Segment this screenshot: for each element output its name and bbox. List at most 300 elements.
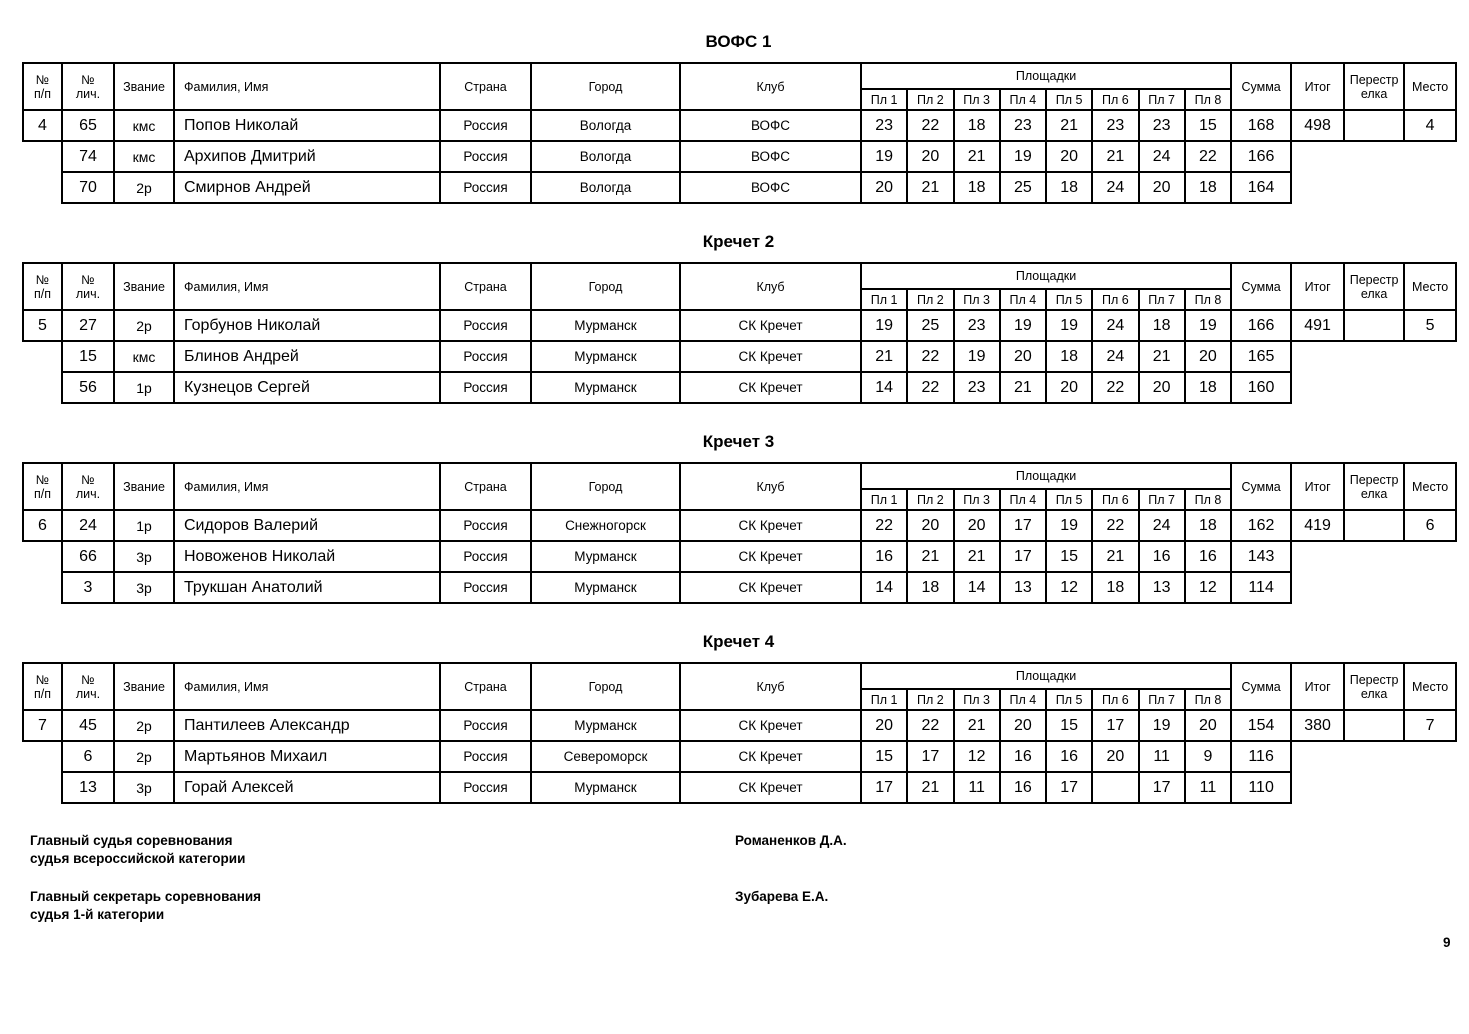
cell-score-5: 15	[1046, 541, 1092, 572]
cell-sum: 143	[1231, 541, 1291, 572]
cell-score-6: 22	[1092, 510, 1138, 541]
cell-score-6: 20	[1092, 741, 1138, 772]
col-header-personal-number: № лич.	[62, 263, 114, 310]
col-header-npp: № п/п	[23, 263, 62, 310]
cell-club: СК Кречет	[680, 541, 861, 572]
cell-total-empty	[1291, 741, 1344, 772]
chief-secretary-role-line1: Главный секретарь соревнования	[30, 889, 262, 904]
col-header-shootout: Перестр елка	[1344, 263, 1404, 310]
cell-rank: кмс	[114, 110, 174, 141]
cell-country: Россия	[440, 310, 531, 341]
cell-score-1: 20	[861, 710, 907, 741]
col-header-name: Фамилия, Имя	[174, 663, 440, 710]
cell-score-4: 23	[1000, 110, 1046, 141]
athlete-row	[23, 772, 1456, 803]
col-header-ground-6: Пл 6	[1092, 689, 1138, 710]
cell-city: Вологда	[531, 172, 680, 203]
cell-rank: 1р	[114, 372, 174, 403]
cell-score-3: 11	[954, 772, 1000, 803]
athlete-row	[23, 141, 1456, 172]
col-header-city: Город	[531, 463, 680, 510]
chief-secretary-roles	[30, 888, 735, 924]
cell-name: Попов Николай	[174, 110, 440, 141]
cell-shootout-empty	[1344, 172, 1404, 203]
cell-score-2: 21	[907, 172, 953, 203]
cell-total-empty	[1291, 541, 1344, 572]
col-header-city: Город	[531, 263, 680, 310]
cell-score-5: 20	[1046, 141, 1092, 172]
col-header-ground-6: Пл 6	[1092, 89, 1138, 110]
athlete-row	[23, 572, 1456, 603]
table-title: Кречет 3	[702, 432, 775, 451]
cell-score-4: 16	[1000, 772, 1046, 803]
cell-name: Пантилеев Александр	[174, 710, 440, 741]
cell-score-2: 21	[907, 772, 953, 803]
cell-sum: 164	[1231, 172, 1291, 203]
cell-shootout-empty	[1344, 741, 1404, 772]
col-header-ground-3: Пл 3	[954, 689, 1000, 710]
cell-score-1: 19	[861, 141, 907, 172]
group-section	[22, 232, 1469, 404]
signatures-block	[22, 832, 1469, 924]
cell-name: Кузнецов Сергей	[174, 372, 440, 403]
col-header-rank: Звание	[114, 263, 174, 310]
col-header-ground-8: Пл 8	[1185, 289, 1231, 310]
cell-score-7: 19	[1139, 710, 1185, 741]
cell-score-7: 24	[1139, 141, 1185, 172]
cell-club: СК Кречет	[680, 372, 861, 403]
col-header-club: Клуб	[680, 663, 861, 710]
cell-npp-empty	[23, 772, 62, 803]
col-header-personal-number: № лич.	[62, 663, 114, 710]
cell-sum: 114	[1231, 572, 1291, 603]
cell-city: Мурманск	[531, 710, 680, 741]
cell-score-6: 24	[1092, 310, 1138, 341]
cell-rank: кмс	[114, 341, 174, 372]
col-header-grounds-group: Площадки	[861, 63, 1231, 89]
header-row	[23, 463, 1456, 489]
cell-score-2: 18	[907, 572, 953, 603]
cell-personal-number: 27	[62, 310, 114, 341]
cell-score-5: 15	[1046, 710, 1092, 741]
cell-total-empty	[1291, 372, 1344, 403]
cell-city: Североморск	[531, 741, 680, 772]
col-header-total: Итог	[1291, 263, 1344, 310]
col-header-sum: Сумма	[1231, 463, 1291, 510]
chief-judge-role-line2: судья всероссийской категории	[30, 851, 246, 866]
cell-score-3: 12	[954, 741, 1000, 772]
col-header-ground-3: Пл 3	[954, 289, 1000, 310]
cell-place-empty	[1404, 372, 1456, 403]
cell-score-6: 24	[1092, 172, 1138, 203]
cell-rank: 3р	[114, 772, 174, 803]
cell-place-empty	[1404, 341, 1456, 372]
chief-judge-role-line1: Главный судья соревнования	[30, 833, 233, 848]
cell-rank: 1р	[114, 510, 174, 541]
group-section	[22, 432, 1469, 604]
col-header-name: Фамилия, Имя	[174, 63, 440, 110]
cell-sum: 166	[1231, 141, 1291, 172]
col-header-shootout: Перестр елка	[1344, 63, 1404, 110]
col-header-ground-4: Пл 4	[1000, 89, 1046, 110]
col-header-ground-2: Пл 2	[907, 489, 953, 510]
cell-score-6: 24	[1092, 341, 1138, 372]
col-header-grounds-group: Площадки	[861, 263, 1231, 289]
cell-country: Россия	[440, 141, 531, 172]
col-header-ground-5: Пл 5	[1046, 489, 1092, 510]
cell-score-8: 18	[1185, 172, 1231, 203]
cell-city: Мурманск	[531, 772, 680, 803]
cell-shootout	[1344, 110, 1404, 141]
cell-score-6: 21	[1092, 541, 1138, 572]
col-header-grounds-group: Площадки	[861, 463, 1231, 489]
cell-city: Вологда	[531, 141, 680, 172]
cell-place-empty	[1404, 772, 1456, 803]
group-section	[22, 32, 1469, 204]
cell-score-8: 11	[1185, 772, 1231, 803]
cell-place: 4	[1404, 110, 1456, 141]
cell-personal-number: 56	[62, 372, 114, 403]
cell-country: Россия	[440, 110, 531, 141]
col-header-ground-5: Пл 5	[1046, 89, 1092, 110]
cell-score-5: 18	[1046, 341, 1092, 372]
cell-score-7: 17	[1139, 772, 1185, 803]
cell-name: Горбунов Николай	[174, 310, 440, 341]
cell-sum: 165	[1231, 341, 1291, 372]
cell-club: ВОФС	[680, 110, 861, 141]
cell-rank: 3р	[114, 572, 174, 603]
cell-club: ВОФС	[680, 141, 861, 172]
col-header-country: Страна	[440, 463, 531, 510]
cell-score-3: 19	[954, 341, 1000, 372]
col-header-club: Клуб	[680, 463, 861, 510]
cell-score-6: 23	[1092, 110, 1138, 141]
cell-score-3: 14	[954, 572, 1000, 603]
cell-personal-number: 15	[62, 341, 114, 372]
cell-score-4: 17	[1000, 510, 1046, 541]
cell-score-7: 11	[1139, 741, 1185, 772]
cell-score-1: 17	[861, 772, 907, 803]
cell-name: Смирнов Андрей	[174, 172, 440, 203]
cell-score-2: 20	[907, 141, 953, 172]
col-header-name: Фамилия, Имя	[174, 463, 440, 510]
col-header-shootout: Перестр елка	[1344, 463, 1404, 510]
col-header-sum: Сумма	[1231, 663, 1291, 710]
col-header-club: Клуб	[680, 63, 861, 110]
cell-score-8: 18	[1185, 510, 1231, 541]
cell-city: Мурманск	[531, 572, 680, 603]
col-header-npp: № п/п	[23, 63, 62, 110]
col-header-npp: № п/п	[23, 663, 62, 710]
cell-country: Россия	[440, 341, 531, 372]
cell-total-empty	[1291, 341, 1344, 372]
cell-place-empty	[1404, 141, 1456, 172]
cell-country: Россия	[440, 572, 531, 603]
cell-club: СК Кречет	[680, 310, 861, 341]
col-header-ground-7: Пл 7	[1139, 689, 1185, 710]
athlete-row	[23, 372, 1456, 403]
cell-place-empty	[1404, 541, 1456, 572]
cell-club: СК Кречет	[680, 341, 861, 372]
cell-score-1: 14	[861, 572, 907, 603]
header-row	[23, 263, 1456, 289]
col-header-ground-6: Пл 6	[1092, 489, 1138, 510]
cell-country: Россия	[440, 510, 531, 541]
cell-score-5: 20	[1046, 372, 1092, 403]
cell-total: 498	[1291, 110, 1344, 141]
athlete-row	[23, 510, 1456, 541]
athlete-row	[23, 310, 1456, 341]
cell-shootout-empty	[1344, 372, 1404, 403]
cell-personal-number: 3	[62, 572, 114, 603]
cell-score-3: 20	[954, 510, 1000, 541]
cell-rank: 2р	[114, 710, 174, 741]
chief-judge-row	[22, 832, 1469, 868]
cell-total-empty	[1291, 172, 1344, 203]
col-header-ground-7: Пл 7	[1139, 89, 1185, 110]
cell-city: Мурманск	[531, 310, 680, 341]
col-header-ground-1: Пл 1	[861, 689, 907, 710]
cell-place: 6	[1404, 510, 1456, 541]
col-header-country: Страна	[440, 63, 531, 110]
cell-personal-number: 13	[62, 772, 114, 803]
cell-shootout	[1344, 310, 1404, 341]
cell-sum: 160	[1231, 372, 1291, 403]
cell-npp-empty	[23, 741, 62, 772]
cell-score-5: 18	[1046, 172, 1092, 203]
cell-club: СК Кречет	[680, 510, 861, 541]
cell-score-4: 17	[1000, 541, 1046, 572]
col-header-country: Страна	[440, 263, 531, 310]
col-header-ground-4: Пл 4	[1000, 489, 1046, 510]
col-header-rank: Звание	[114, 463, 174, 510]
header-row	[23, 63, 1456, 89]
cell-score-7: 24	[1139, 510, 1185, 541]
cell-shootout	[1344, 710, 1404, 741]
cell-npp-empty	[23, 372, 62, 403]
col-header-sum: Сумма	[1231, 63, 1291, 110]
cell-score-4: 25	[1000, 172, 1046, 203]
cell-country: Россия	[440, 741, 531, 772]
cell-score-3: 18	[954, 172, 1000, 203]
cell-rank: 2р	[114, 741, 174, 772]
cell-score-3: 23	[954, 372, 1000, 403]
cell-club: СК Кречет	[680, 772, 861, 803]
col-header-total: Итог	[1291, 663, 1344, 710]
col-header-ground-4: Пл 4	[1000, 689, 1046, 710]
col-header-ground-2: Пл 2	[907, 289, 953, 310]
cell-npp: 7	[23, 710, 62, 741]
cell-country: Россия	[440, 772, 531, 803]
cell-score-1: 16	[861, 541, 907, 572]
cell-personal-number: 6	[62, 741, 114, 772]
cell-city: Снежногорск	[531, 510, 680, 541]
cell-score-5: 12	[1046, 572, 1092, 603]
cell-score-6: 22	[1092, 372, 1138, 403]
cell-total-empty	[1291, 141, 1344, 172]
cell-personal-number: 45	[62, 710, 114, 741]
cell-score-4: 19	[1000, 310, 1046, 341]
cell-npp-empty	[23, 572, 62, 603]
cell-name: Мартьянов Михаил	[174, 741, 440, 772]
cell-personal-number: 24	[62, 510, 114, 541]
cell-score-7: 20	[1139, 172, 1185, 203]
cell-score-7: 18	[1139, 310, 1185, 341]
col-header-ground-7: Пл 7	[1139, 289, 1185, 310]
cell-name: Архипов Дмитрий	[174, 141, 440, 172]
cell-sum: 162	[1231, 510, 1291, 541]
cell-npp-empty	[23, 541, 62, 572]
col-header-ground-8: Пл 8	[1185, 689, 1231, 710]
cell-name: Новоженов Николай	[174, 541, 440, 572]
col-header-country: Страна	[440, 663, 531, 710]
col-header-personal-number: № лич.	[62, 63, 114, 110]
cell-score-4: 16	[1000, 741, 1046, 772]
cell-score-5: 16	[1046, 741, 1092, 772]
cell-shootout	[1344, 510, 1404, 541]
cell-score-6: 21	[1092, 141, 1138, 172]
cell-rank: 3р	[114, 541, 174, 572]
cell-name: Блинов Андрей	[174, 341, 440, 372]
cell-total-empty	[1291, 772, 1344, 803]
col-header-ground-1: Пл 1	[861, 289, 907, 310]
cell-shootout-empty	[1344, 541, 1404, 572]
col-header-ground-3: Пл 3	[954, 89, 1000, 110]
chief-judge-roles	[30, 832, 735, 868]
cell-npp-empty	[23, 141, 62, 172]
col-header-place: Место	[1404, 663, 1456, 710]
cell-score-3: 21	[954, 141, 1000, 172]
cell-score-2: 20	[907, 510, 953, 541]
cell-name: Сидоров Валерий	[174, 510, 440, 541]
cell-score-6	[1092, 772, 1138, 803]
cell-sum: 116	[1231, 741, 1291, 772]
cell-score-1: 19	[861, 310, 907, 341]
cell-shootout-empty	[1344, 141, 1404, 172]
cell-npp: 5	[23, 310, 62, 341]
cell-score-5: 19	[1046, 510, 1092, 541]
cell-club: СК Кречет	[680, 741, 861, 772]
cell-score-3: 21	[954, 541, 1000, 572]
cell-rank: 2р	[114, 310, 174, 341]
cell-score-7: 13	[1139, 572, 1185, 603]
cell-score-6: 18	[1092, 572, 1138, 603]
col-header-place: Место	[1404, 463, 1456, 510]
table-title: ВОФС 1	[705, 32, 772, 51]
athlete-row	[23, 710, 1456, 741]
cell-score-1: 14	[861, 372, 907, 403]
cell-score-7: 20	[1139, 372, 1185, 403]
cell-score-4: 20	[1000, 341, 1046, 372]
cell-total-empty	[1291, 572, 1344, 603]
cell-npp: 4	[23, 110, 62, 141]
cell-shootout-empty	[1344, 341, 1404, 372]
page-number: 9	[1443, 935, 1451, 950]
cell-personal-number: 74	[62, 141, 114, 172]
col-header-city: Город	[531, 63, 680, 110]
cell-npp-empty	[23, 341, 62, 372]
cell-score-1: 21	[861, 341, 907, 372]
cell-score-2: 22	[907, 110, 953, 141]
cell-score-2: 22	[907, 341, 953, 372]
cell-score-2: 17	[907, 741, 953, 772]
cell-club: ВОФС	[680, 172, 861, 203]
table-title: Кречет 2	[702, 232, 775, 251]
cell-sum: 166	[1231, 310, 1291, 341]
col-header-npp: № п/п	[23, 463, 62, 510]
cell-place-empty	[1404, 572, 1456, 603]
col-header-club: Клуб	[680, 263, 861, 310]
cell-score-2: 25	[907, 310, 953, 341]
cell-city: Мурманск	[531, 372, 680, 403]
results-table	[22, 662, 1457, 804]
cell-score-7: 16	[1139, 541, 1185, 572]
cell-score-8: 20	[1185, 341, 1231, 372]
col-header-ground-8: Пл 8	[1185, 89, 1231, 110]
cell-score-2: 22	[907, 372, 953, 403]
cell-score-1: 22	[861, 510, 907, 541]
col-header-shootout: Перестр елка	[1344, 663, 1404, 710]
col-header-ground-3: Пл 3	[954, 489, 1000, 510]
cell-score-3: 21	[954, 710, 1000, 741]
cell-country: Россия	[440, 710, 531, 741]
col-header-total: Итог	[1291, 63, 1344, 110]
chief-secretary-role-line2: судья 1-й категории	[30, 907, 165, 922]
cell-club: СК Кречет	[680, 572, 861, 603]
cell-place-empty	[1404, 741, 1456, 772]
col-header-place: Место	[1404, 63, 1456, 110]
cell-score-1: 15	[861, 741, 907, 772]
col-header-ground-7: Пл 7	[1139, 489, 1185, 510]
cell-score-3: 23	[954, 310, 1000, 341]
col-header-city: Город	[531, 663, 680, 710]
cell-personal-number: 66	[62, 541, 114, 572]
athlete-row	[23, 741, 1456, 772]
col-header-ground-8: Пл 8	[1185, 489, 1231, 510]
cell-score-8: 15	[1185, 110, 1231, 141]
cell-shootout-empty	[1344, 772, 1404, 803]
cell-score-2: 21	[907, 541, 953, 572]
cell-sum: 154	[1231, 710, 1291, 741]
col-header-sum: Сумма	[1231, 263, 1291, 310]
cell-score-6: 17	[1092, 710, 1138, 741]
cell-score-5: 19	[1046, 310, 1092, 341]
cell-score-7: 23	[1139, 110, 1185, 141]
cell-place: 5	[1404, 310, 1456, 341]
cell-score-1: 20	[861, 172, 907, 203]
col-header-ground-4: Пл 4	[1000, 289, 1046, 310]
cell-score-8: 16	[1185, 541, 1231, 572]
header-row	[23, 663, 1456, 689]
col-header-total: Итог	[1291, 463, 1344, 510]
athlete-row	[23, 341, 1456, 372]
cell-score-5: 17	[1046, 772, 1092, 803]
results-table	[22, 462, 1457, 604]
cell-total: 491	[1291, 310, 1344, 341]
athlete-row	[23, 541, 1456, 572]
col-header-ground-1: Пл 1	[861, 489, 907, 510]
cell-city: Мурманск	[531, 541, 680, 572]
cell-score-3: 18	[954, 110, 1000, 141]
col-header-ground-5: Пл 5	[1046, 689, 1092, 710]
tables-area	[22, 32, 1469, 804]
results-table	[22, 262, 1457, 404]
cell-score-8: 18	[1185, 372, 1231, 403]
cell-score-7: 21	[1139, 341, 1185, 372]
col-header-rank: Звание	[114, 663, 174, 710]
cell-rank: 2р	[114, 172, 174, 203]
cell-score-1: 23	[861, 110, 907, 141]
